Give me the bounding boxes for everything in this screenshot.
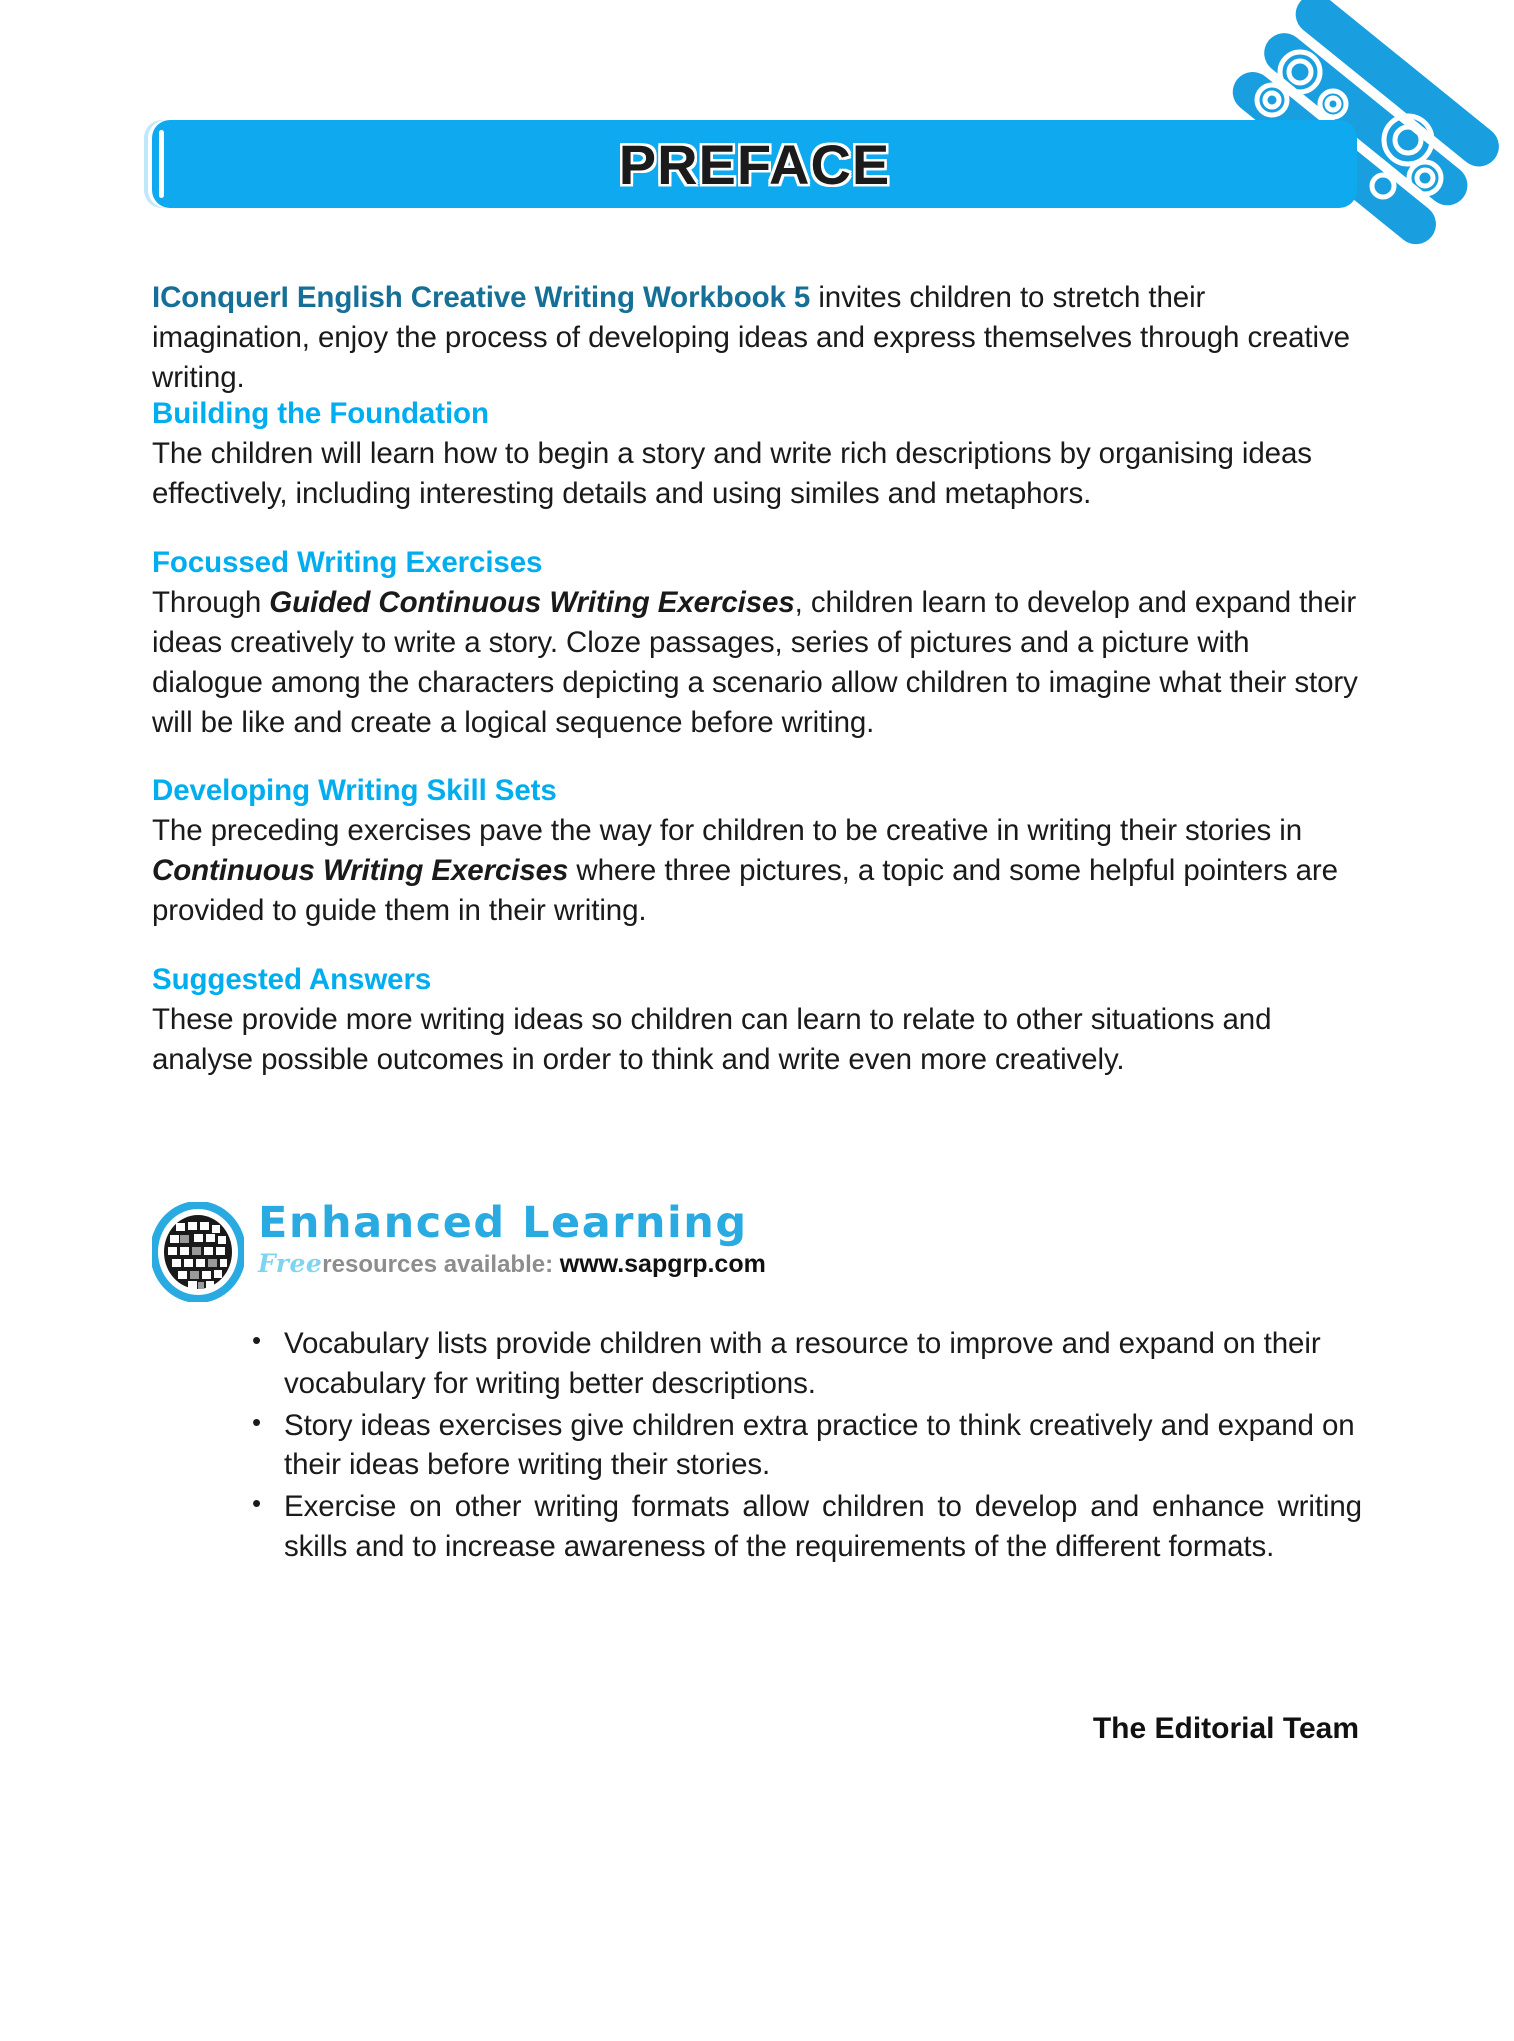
section-text-a: These provide more writing ideas so children can learn to relate to other situations and analyse possible outcomes in order to think and write even more creatively. bbox=[152, 1002, 1272, 1076]
section-heading: Developing Writing Skill Sets bbox=[152, 774, 557, 808]
section-focussed-writing-exercises bbox=[152, 546, 1359, 742]
free-label: Free bbox=[258, 1249, 323, 1278]
section-paragraph bbox=[152, 1000, 1359, 1080]
section-text-a: The preceding exercises pave the way for children to be creative in writing their stories in bbox=[152, 814, 1303, 848]
list-item: • Vocabulary lists provide children with a resource to improve and expand on their vocabulary for writing better descriptions. bbox=[252, 1324, 1362, 1404]
list-item: • Story ideas exercises give children extra practice to think creatively and expand on their ideas before writing their stories. bbox=[252, 1406, 1362, 1486]
page-title: PREFACE bbox=[618, 132, 891, 196]
website-url[interactable]: www.sapgrp.com bbox=[559, 1250, 766, 1278]
section-paragraph bbox=[152, 434, 1359, 514]
preface-body bbox=[152, 278, 1359, 1079]
enhanced-learning-title: Enhanced Learning bbox=[258, 1198, 748, 1248]
section-text-b: , children learn to develop and expand their ideas creatively to write a story. Cloze passages, series of pictures and a picture with dialogue among the characters depicting a scenario allow children to imagine what their story will be like and create a logical sequence before writing. bbox=[152, 586, 1358, 739]
section-suggested-answers bbox=[152, 963, 1359, 1080]
checkerboard-globe-icon bbox=[152, 1202, 244, 1302]
intro-paragraph bbox=[152, 278, 1359, 397]
section-building-the-foundation bbox=[152, 397, 1359, 514]
intro-text: invites children to stretch their imagination, enjoy the process of developing ideas and express themselves through creative writing. bbox=[152, 281, 1350, 394]
resources-available-label: resources available: bbox=[322, 1251, 554, 1278]
enhanced-learning-bullet-list bbox=[152, 1324, 1362, 1567]
product-brand-name: IConquerI English Creative Writing Workbook 5 bbox=[152, 281, 811, 314]
preface-header-banner bbox=[152, 120, 1357, 208]
section-heading: Suggested Answers bbox=[152, 962, 432, 996]
section-paragraph bbox=[152, 583, 1359, 742]
section-developing-writing-skill-sets bbox=[152, 774, 1359, 930]
section-text-a: The children will learn how to begin a story and write rich descriptions by organising ideas effectively, including interesting details and using similes and metaphors. bbox=[152, 437, 1312, 511]
section-emphasis: Continuous Writing Exercises bbox=[152, 854, 569, 888]
section-emphasis: Guided Continuous Writing Exercises bbox=[269, 586, 795, 620]
section-paragraph bbox=[152, 811, 1359, 930]
enhanced-learning-subline bbox=[258, 1251, 766, 1277]
list-item: • Exercise on other writing formats allow children to develop and enhance writing skills and to increase awareness of the requirements of the different formats. bbox=[252, 1487, 1362, 1567]
section-heading: Focussed Writing Exercises bbox=[152, 546, 543, 580]
section-text-b: where three pictures, a topic and some helpful pointers are provided to guide them in their writing. bbox=[152, 854, 1338, 927]
editorial-team-signature: The Editorial Team bbox=[1092, 1712, 1359, 1745]
section-text-a: Through bbox=[152, 586, 270, 620]
enhanced-learning-logo-row bbox=[152, 1196, 1362, 1302]
section-heading: Building the Foundation bbox=[152, 397, 489, 431]
enhanced-learning-block bbox=[152, 1196, 1362, 1569]
enhanced-learning-text bbox=[258, 1196, 766, 1277]
